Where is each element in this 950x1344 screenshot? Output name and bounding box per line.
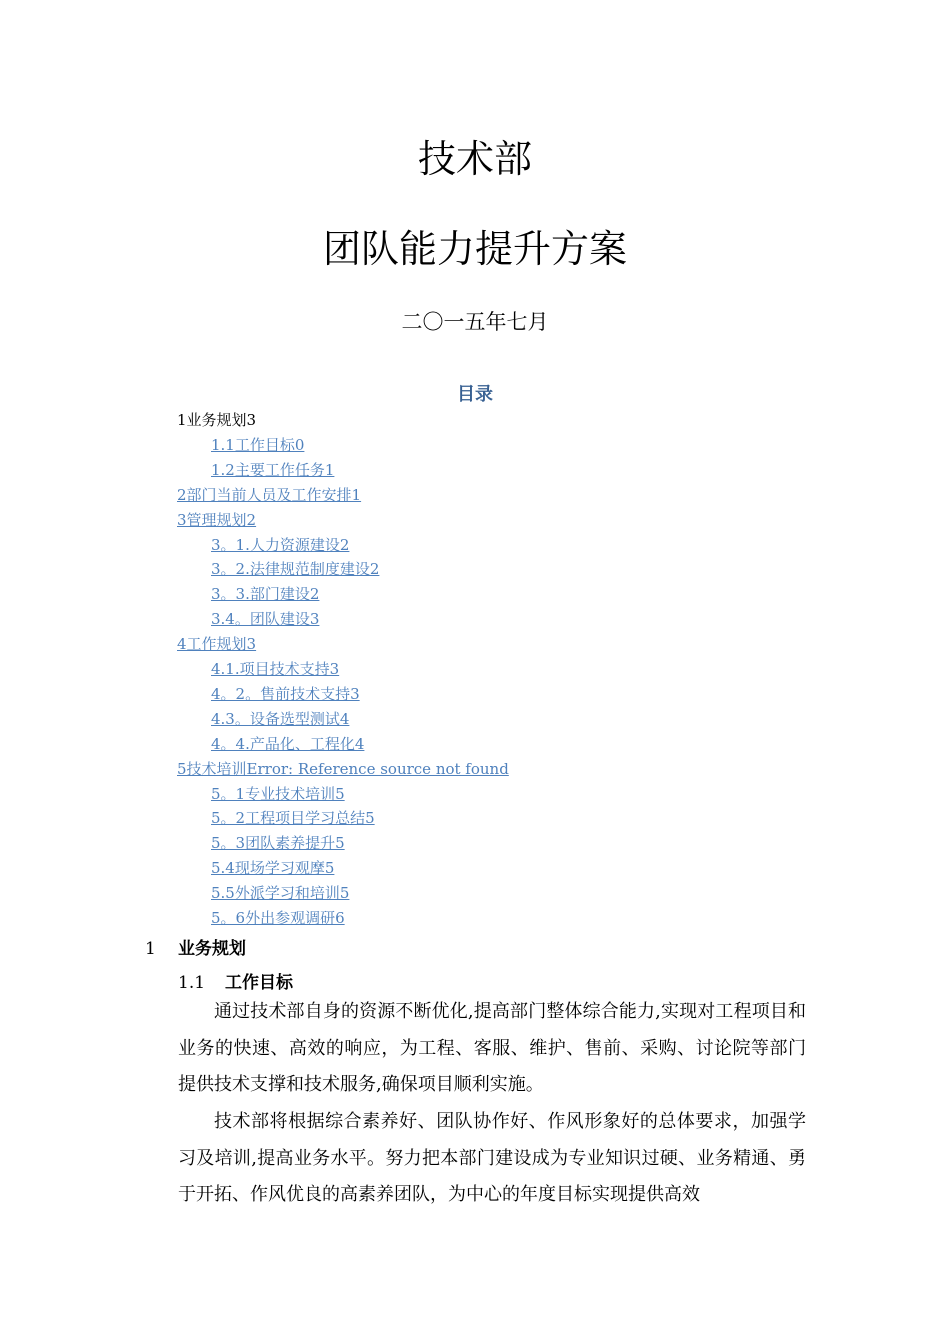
toc-heading: 目录: [457, 384, 493, 405]
document-date: 二〇一五年七月: [401, 310, 549, 334]
toc-entry[interactable]: 1.1工作目标0: [211, 435, 305, 454]
body-paragraph: 通过技术部自身的资源不断优化,提高部门整体综合能力,实现对工程项目和业务的快速、高效的响应，为工程、客服、维护、售前、采购、讨论院等部门提供技术支撑和技术服务,确保项目顺利实施。: [178, 1001, 806, 1095]
toc-entry[interactable]: 5技术培训Error: Reference source not found: [177, 759, 509, 778]
toc-entry[interactable]: 3.4。团队建设3: [211, 610, 320, 629]
toc-entry[interactable]: 5.5外派学习和培训5: [211, 884, 350, 903]
toc-entry[interactable]: 1.2主要工作任务1: [211, 460, 335, 479]
toc-entry[interactable]: 4.1.项目技术支持3: [211, 660, 340, 678]
toc-entry[interactable]: 4。2。售前技术支持3: [211, 684, 360, 703]
toc-entry[interactable]: 5。1专业技术培训5: [211, 784, 345, 803]
toc-entry[interactable]: 3。3.部门建设2: [211, 585, 320, 604]
toc-entry[interactable]: 3。2.法律规范制度建设2: [211, 560, 380, 579]
toc-entry[interactable]: 2部门当前人员及工作安排1: [177, 485, 362, 504]
subsection-title: 工作目标: [225, 973, 293, 993]
subsection-number: 1.1: [178, 973, 206, 993]
subsection-heading-1-1: [178, 968, 293, 993]
section-number: 1: [145, 939, 156, 959]
body-paragraph: 技术部将根据综合素养好、团队协作好、作风形象好的总体要求，加强学习及培训,提高业务水平。努力把本部门建设成为专业知识过硬、业务精通、勇于开拓、作风优良的高素养团队，为中心的年度目标实现提供高效: [178, 1111, 806, 1205]
toc-entry[interactable]: 4。4.产品化、工程化4: [211, 734, 365, 753]
toc-entry[interactable]: 5。3团队素养提升5: [211, 834, 345, 853]
toc-entry: 1业务规划3: [177, 411, 257, 429]
toc-entry[interactable]: 5.4现场学习观摩5: [211, 859, 335, 878]
section-heading-1: [145, 934, 246, 959]
toc-entry[interactable]: 3管理规划2: [177, 510, 257, 529]
toc-entry[interactable]: 4工作规划3: [177, 635, 257, 654]
document-title-plan: 团队能力提升方案: [322, 227, 627, 271]
document-title-department: 技术部: [417, 137, 532, 181]
section-title: 业务规划: [178, 939, 246, 959]
toc-entry[interactable]: 4.3。设备选型测试4: [211, 709, 350, 728]
toc-entry[interactable]: 5。2工程项目学习总结5: [211, 809, 375, 828]
toc-entry[interactable]: 3。1.人力资源建设2: [211, 535, 350, 554]
toc-entry[interactable]: 5。6外出参观调研6: [211, 909, 345, 927]
